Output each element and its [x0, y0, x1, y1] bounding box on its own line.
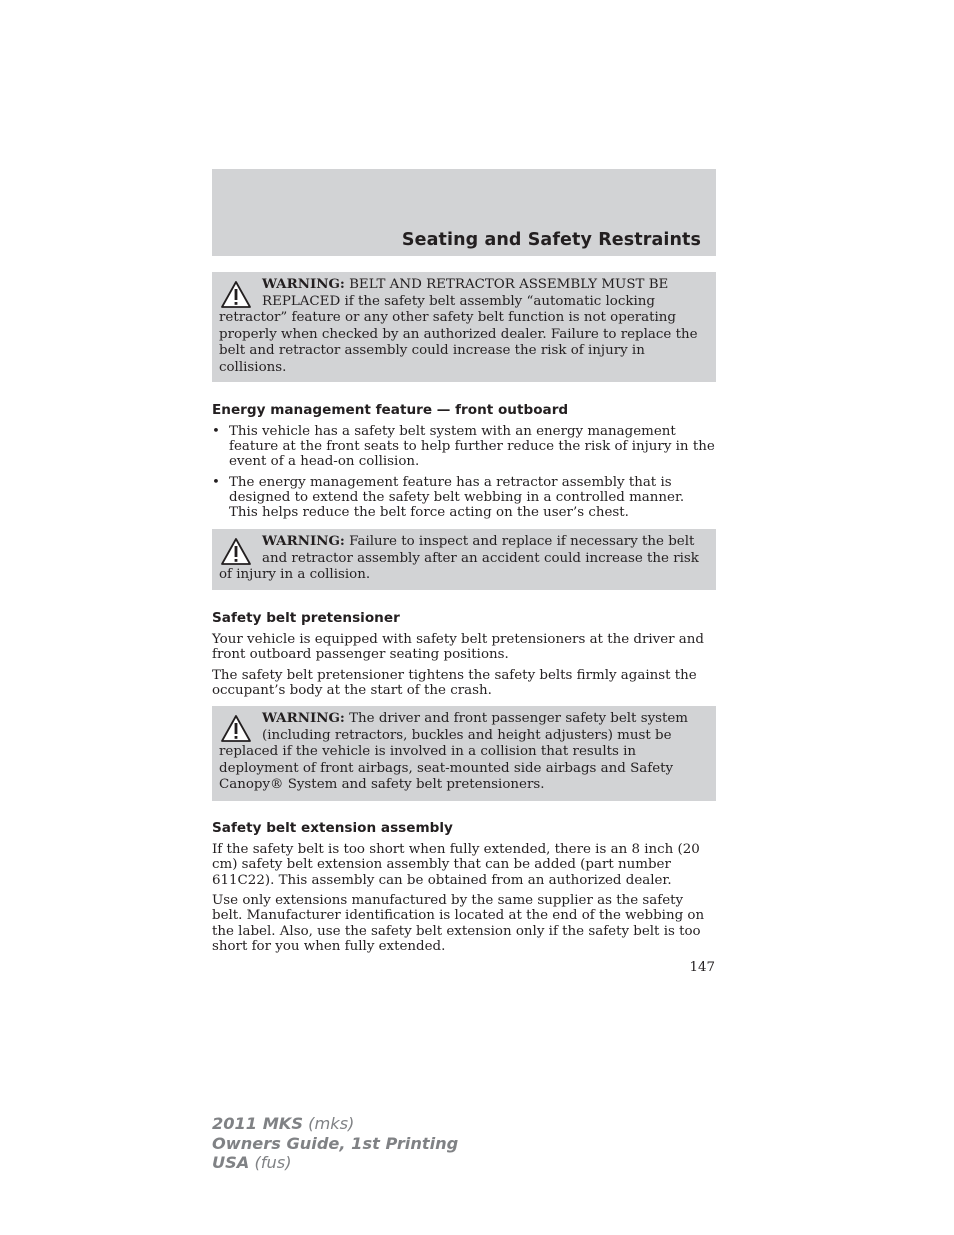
- bullet-symbol: •: [212, 424, 220, 439]
- paragraph: Use only extensions manufactured by the same supplier as the safety belt. Manufacturer identification is located at the end of the webbing on the label. Also, use the safety belt extension only if the safety belt is too short for you when fully extended.: [212, 893, 705, 955]
- page-number: 147: [689, 960, 715, 975]
- warning-label: WARNING:: [262, 533, 345, 549]
- list-item: [212, 424, 716, 470]
- warning-box: [212, 529, 716, 590]
- section-heading-extension-assembly: Safety belt extension assembly: [212, 820, 453, 836]
- paragraph: The safety belt pretensioner tightens the safety belts firmly against the occupant’s body at the start of the crash.: [212, 668, 697, 699]
- warning-label: WARNING:: [262, 710, 345, 726]
- warning-triangle-icon: [220, 280, 252, 310]
- list-item: [212, 475, 716, 521]
- paragraph: If the safety belt is too short when fully extended, there is an 8 inch (20 cm) safety belt extension assembly that can be added (part number 611C22). This assembly can be obtained from an authorized dealer.: [212, 842, 700, 888]
- warning-text: Failure to inspect and replace if necessary the belt and retractor assembly after an accident could increase the risk of injury in a collision.: [219, 534, 699, 583]
- section-heading-pretensioner: Safety belt pretensioner: [212, 610, 400, 626]
- footer-edition: Owners Guide, 1st Printing: [212, 1133, 459, 1153]
- warning-label: WARNING:: [262, 276, 345, 292]
- bullet-symbol: •: [212, 475, 220, 490]
- warning-text: The driver and front passenger safety belt system (including retractors, buckles and height adjusters) must be replaced if the vehicle is involved in a collision that results in deployment of front airbags, seat-mounted side airbags and Safety Canopy® System and safety belt pretensioners.: [219, 711, 689, 793]
- warning-box: [212, 706, 716, 801]
- paragraph: Your vehicle is equipped with safety belt pretensioners at the driver and front outboard passenger seating positions.: [212, 632, 704, 663]
- warning-text: BELT AND RETRACTOR ASSEMBLY MUST BE REPLACED if the safety belt assembly “automatic locking retractor” feature or any other safety belt function is not operating properly when checked by an authorized dealer. Failure to replace the belt and retractor assembly could increase the risk of injury in collisions.: [219, 277, 698, 375]
- footer-printing-info: [212, 1114, 458, 1173]
- footer-model-code: (mks): [303, 1114, 355, 1133]
- footer-region-code: (fus): [249, 1153, 292, 1172]
- warning-triangle-icon: [220, 537, 252, 567]
- section-heading-energy-management: Energy management feature — front outboard: [212, 402, 569, 418]
- footer-region: USA: [212, 1153, 250, 1172]
- page-header: [212, 169, 716, 256]
- warning-triangle-icon: [220, 714, 252, 744]
- list-item-text: This vehicle has a safety belt system with an energy management feature at the front seats to help further reduce the risk of injury in the event of a head-on collision.: [229, 424, 715, 470]
- list-item-text: The energy management feature has a retractor assembly that is designed to extend the safety belt webbing in a controlled manner. This helps reduce the belt force acting on the user’s chest.: [229, 475, 685, 521]
- page-title: Seating and Safety Restraints: [401, 230, 701, 250]
- warning-box: [212, 272, 716, 382]
- footer-model: 2011 MKS: [212, 1114, 303, 1133]
